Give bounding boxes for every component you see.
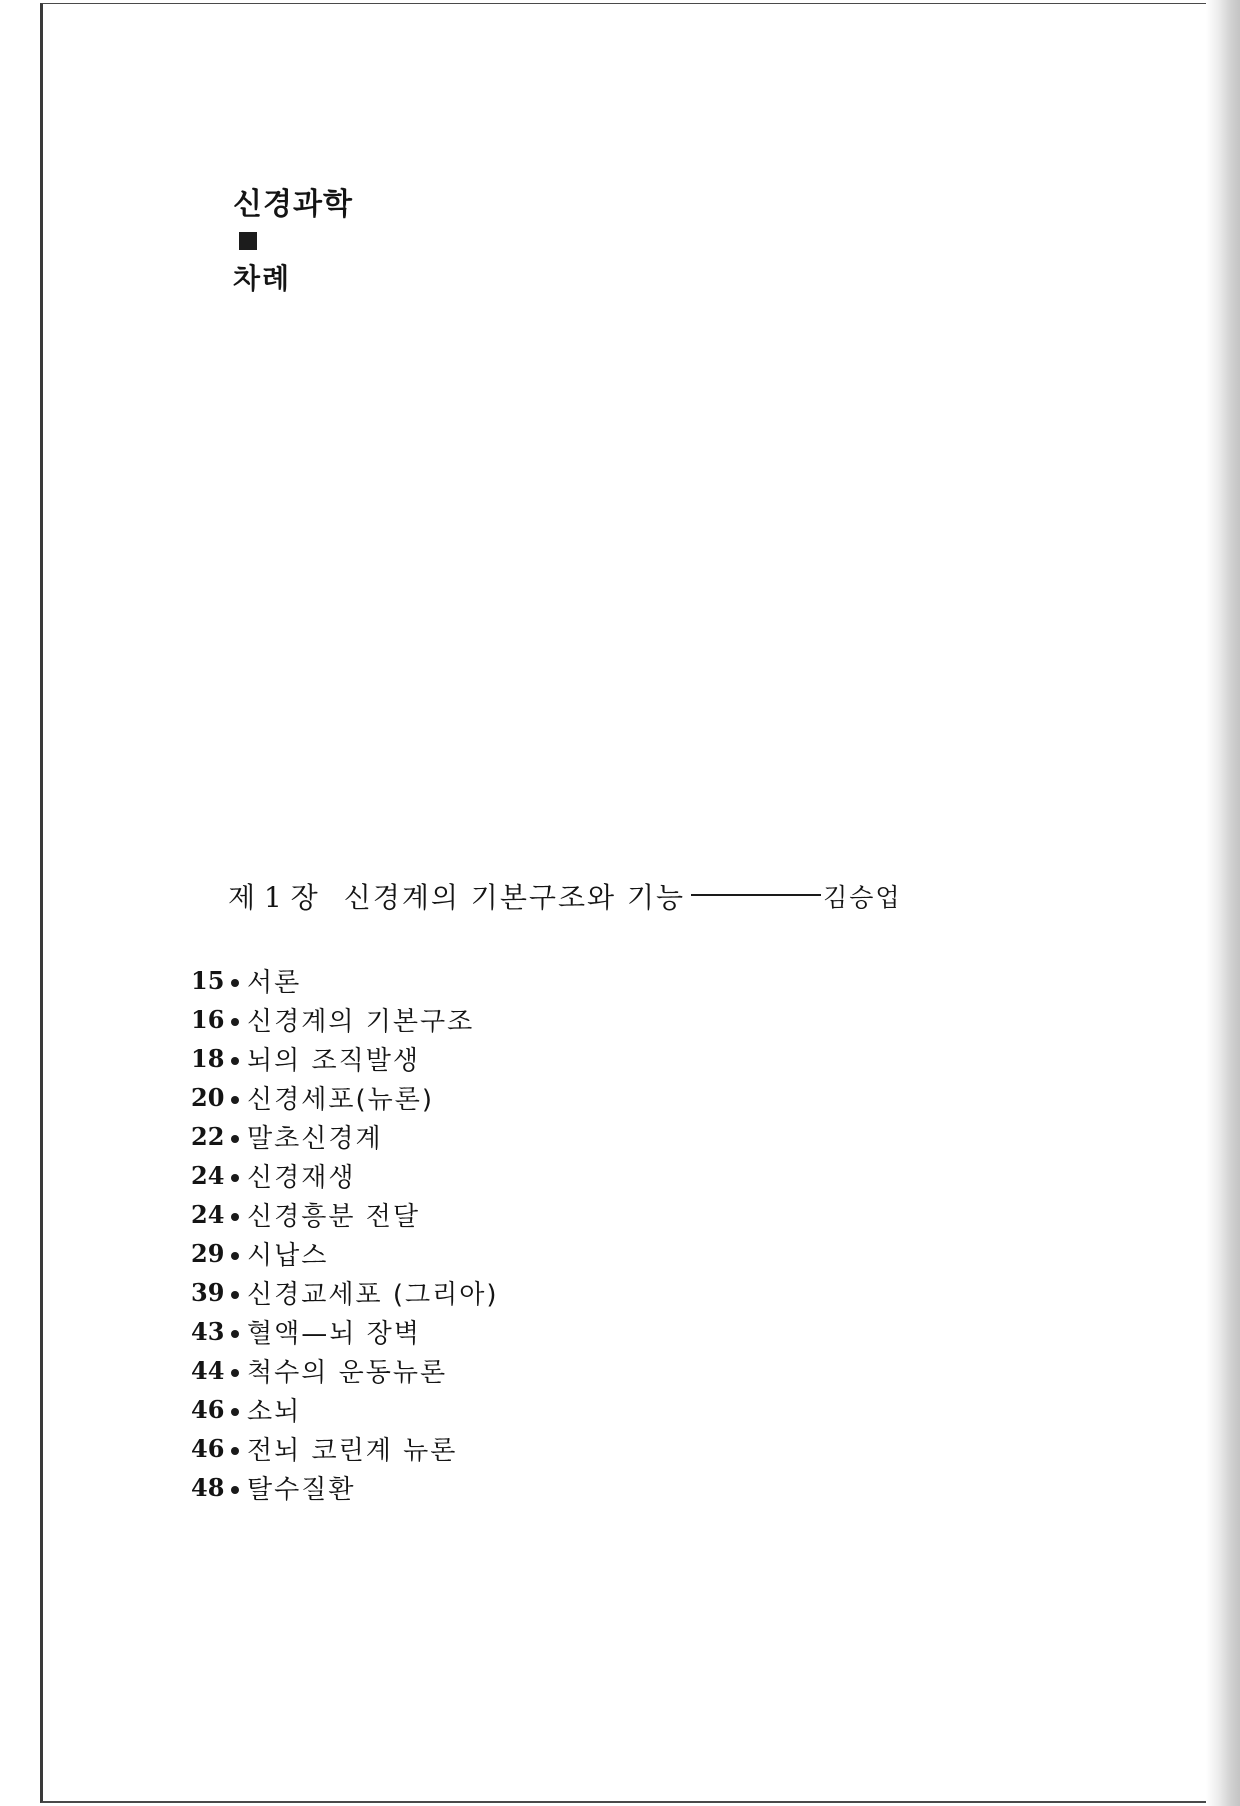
book-page [40, 3, 1224, 1803]
bullet-icon [231, 1135, 239, 1143]
square-bullet-icon [239, 232, 257, 250]
toc-page-number: 44 [191, 1356, 225, 1385]
toc-item [191, 1429, 498, 1468]
chapter-number: 제 1 장 [228, 881, 318, 914]
toc-entry-title: 신경교세포 (그리아) [247, 1280, 499, 1310]
toc-page-number: 15 [191, 966, 225, 995]
toc-item [191, 1000, 498, 1039]
bullet-icon [231, 1213, 239, 1221]
page-edge-shadow [1206, 0, 1240, 1806]
book-title: 신경과학 [233, 187, 353, 222]
toc-item [191, 1351, 498, 1390]
chapter-title: 신경계의 기본구조와 기능 [343, 881, 686, 914]
toc-item [191, 1234, 498, 1273]
toc-page-number: 43 [191, 1317, 225, 1346]
toc-entry-title: 말초신경계 [247, 1124, 383, 1154]
bullet-icon [231, 1291, 239, 1299]
toc-item [191, 1273, 498, 1312]
toc-item [191, 1195, 498, 1234]
toc-page-number: 39 [191, 1278, 225, 1307]
chapter-author: 김승업 [823, 883, 902, 912]
toc-entry-title: 소뇌 [247, 1397, 302, 1427]
bullet-icon [231, 1486, 239, 1494]
toc-page-number: 24 [191, 1200, 225, 1229]
toc-list [191, 961, 498, 1507]
toc-item [191, 1078, 498, 1117]
bullet-icon [231, 1252, 239, 1260]
toc-entry-title: 신경계의 기본구조 [247, 1007, 475, 1037]
bullet-icon [231, 979, 239, 987]
toc-entry-title: 신경세포(뉴론) [247, 1085, 434, 1115]
toc-entry-title: 서론 [247, 968, 302, 998]
toc-item [191, 1390, 498, 1429]
bullet-icon [231, 1408, 239, 1416]
page-header [233, 184, 353, 300]
toc-entry-title: 전뇌 코린계 뉴론 [247, 1436, 458, 1466]
bullet-icon [231, 1057, 239, 1065]
toc-page-number: 18 [191, 1044, 225, 1073]
bullet-icon [231, 1018, 239, 1026]
toc-entry-title: 혈액—뇌 장벽 [247, 1319, 421, 1349]
toc-page-number: 46 [191, 1434, 225, 1463]
toc-page-number: 20 [191, 1083, 225, 1112]
toc-item [191, 1156, 498, 1195]
toc-entry-title: 탈수질환 [247, 1475, 356, 1505]
toc-page-number: 22 [191, 1122, 225, 1151]
toc-item [191, 1117, 498, 1156]
contents-heading: 차례 [233, 262, 292, 295]
bullet-icon [231, 1369, 239, 1377]
toc-item [191, 961, 498, 1000]
toc-entry-title: 척수의 운동뉴론 [247, 1358, 448, 1388]
dash-leader [691, 894, 821, 896]
toc-entry-title: 신경흥분 전달 [247, 1202, 420, 1232]
toc-page-number: 48 [191, 1473, 225, 1502]
bullet-icon [231, 1330, 239, 1338]
bullet-icon [231, 1447, 239, 1455]
toc-item [191, 1312, 498, 1351]
toc-entry-title: 뇌의 조직발생 [247, 1046, 420, 1076]
chapter-heading [228, 879, 902, 917]
toc-page-number: 24 [191, 1161, 225, 1190]
toc-entry-title: 신경재생 [247, 1163, 356, 1193]
toc-entry-title: 시납스 [247, 1241, 329, 1271]
bullet-icon [231, 1174, 239, 1182]
toc-item [191, 1468, 498, 1507]
toc-page-number: 46 [191, 1395, 225, 1424]
toc-item [191, 1039, 498, 1078]
bullet-icon [231, 1096, 239, 1104]
toc-page-number: 16 [191, 1005, 225, 1034]
toc-page-number: 29 [191, 1239, 225, 1268]
